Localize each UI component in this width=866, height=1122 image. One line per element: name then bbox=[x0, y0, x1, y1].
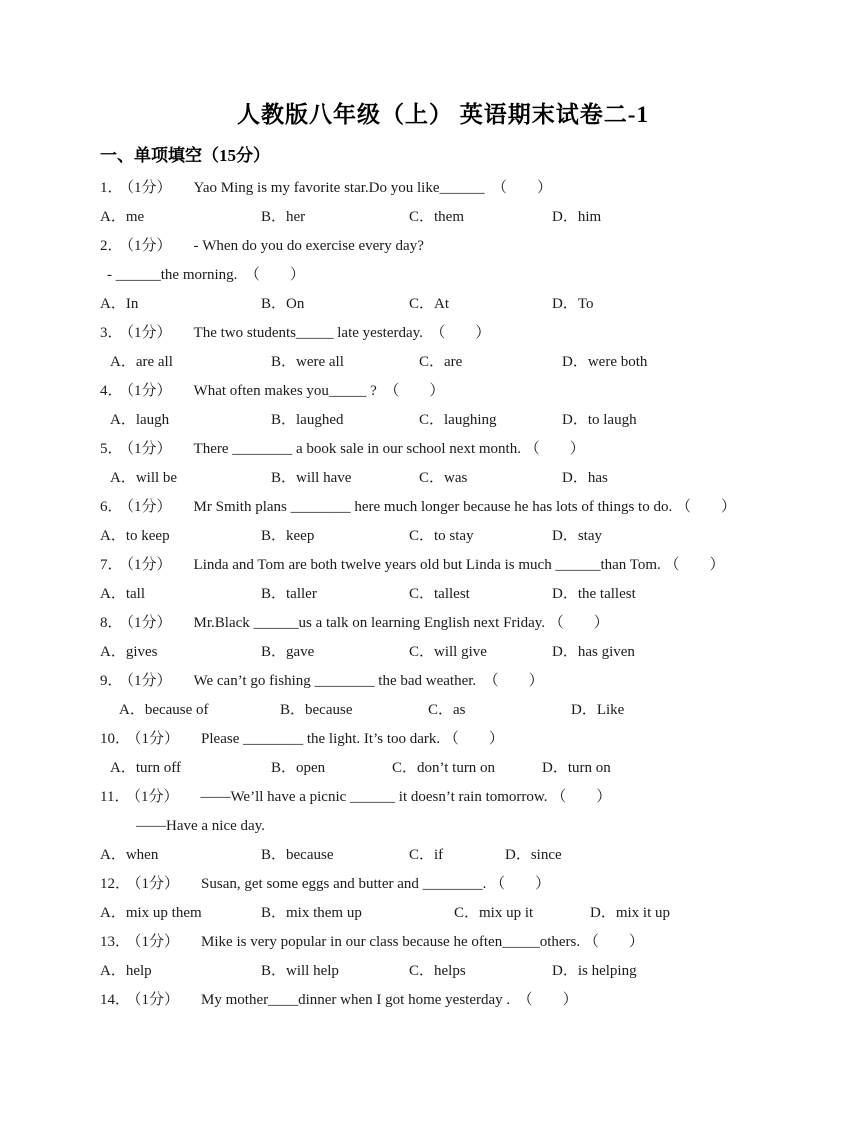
answer-option: B．laughed bbox=[271, 412, 344, 428]
answer-option: B．On bbox=[261, 296, 305, 312]
options-row bbox=[100, 464, 816, 493]
question-score: （1分） bbox=[126, 180, 172, 196]
question-score: （1分） bbox=[126, 383, 172, 399]
answer-option: C．if bbox=[409, 847, 444, 863]
answer-option: B．mix them up bbox=[261, 905, 362, 921]
answer-option: B．will have bbox=[271, 470, 352, 486]
question-stem bbox=[100, 783, 816, 812]
question bbox=[100, 667, 816, 725]
question-stem bbox=[100, 493, 816, 522]
question bbox=[100, 377, 816, 435]
answer-option: C．don’t turn on bbox=[392, 760, 496, 776]
question-score: （1分） bbox=[126, 238, 172, 254]
options-row bbox=[100, 203, 816, 232]
answer-option: B．will help bbox=[261, 963, 339, 979]
answer-option: C．At bbox=[409, 296, 450, 312]
answer-option: C．to stay bbox=[409, 528, 474, 544]
question-stem bbox=[100, 232, 816, 261]
answer-option: A．when bbox=[100, 847, 159, 863]
question-number: 5． bbox=[100, 441, 123, 457]
page-title: 人教版八年级（上） 英语期末试卷二-1 bbox=[237, 102, 649, 127]
question-text: - When do you do exercise every day? bbox=[193, 238, 424, 254]
answer-option: A．tall bbox=[100, 586, 145, 602]
answer-option: B．because bbox=[280, 702, 353, 718]
answer-option: B．her bbox=[261, 209, 306, 225]
question bbox=[100, 319, 816, 377]
question-number: 10． bbox=[100, 731, 131, 747]
questions-list bbox=[100, 174, 816, 1015]
answer-option: C．are bbox=[419, 354, 463, 370]
question-stem bbox=[100, 551, 816, 580]
answer-option: A．to keep bbox=[100, 528, 170, 544]
question-score: （1分） bbox=[126, 441, 172, 457]
question-stem bbox=[100, 174, 816, 203]
question-text: ——We’ll have a picnic ______ it doesn’t rain tomorrow. （ ） bbox=[200, 789, 612, 805]
question-stem bbox=[100, 377, 816, 406]
question-number: 7． bbox=[100, 557, 123, 573]
answer-option: C．them bbox=[409, 209, 464, 225]
question-number: 3． bbox=[100, 325, 123, 341]
answer-option: D．stay bbox=[552, 528, 602, 544]
question-text: Linda and Tom are both twelve years old but Linda is much ______than Tom. （ ） bbox=[193, 557, 725, 573]
question-score: （1分） bbox=[126, 615, 172, 631]
answer-option: A．help bbox=[100, 963, 152, 979]
question-number: 1． bbox=[100, 180, 123, 196]
question-score: （1分） bbox=[134, 876, 180, 892]
question-score: （1分） bbox=[126, 673, 172, 689]
options-row bbox=[100, 522, 816, 551]
question bbox=[100, 783, 816, 870]
answer-option: D．since bbox=[505, 847, 562, 863]
answer-option: A．are all bbox=[110, 354, 173, 370]
question-stem bbox=[100, 667, 816, 696]
answer-option: B．open bbox=[271, 760, 326, 776]
question-text: Mr Smith plans ________ here much longer because he has lots of things to do. （ ） bbox=[193, 499, 736, 515]
question bbox=[100, 725, 816, 783]
options-row bbox=[100, 841, 816, 870]
question-score: （1分） bbox=[134, 731, 180, 747]
question bbox=[100, 986, 816, 1015]
question bbox=[100, 551, 816, 609]
answer-option: A．turn off bbox=[110, 760, 181, 776]
question-number: 8． bbox=[100, 615, 123, 631]
question-text: Susan, get some eggs and butter and ________. （ ） bbox=[201, 876, 551, 892]
question-text: We can’t go fishing ________ the bad weather. （ ） bbox=[193, 673, 544, 689]
answer-option: B．taller bbox=[261, 586, 317, 602]
answer-option: B．because bbox=[261, 847, 334, 863]
question bbox=[100, 435, 816, 493]
answer-option: C．laughing bbox=[419, 412, 497, 428]
question-stem-continued: - ______the morning. （ ） bbox=[107, 267, 305, 283]
answer-option: B．were all bbox=[271, 354, 344, 370]
question-text: There ________ a book sale in our school next month. （ ） bbox=[193, 441, 585, 457]
question-stem bbox=[100, 870, 816, 899]
options-row bbox=[100, 580, 816, 609]
question-stem bbox=[100, 725, 816, 754]
answer-option: A．because of bbox=[119, 702, 209, 718]
question-number: 12． bbox=[100, 876, 131, 892]
question bbox=[100, 493, 816, 551]
answer-option: C．helps bbox=[409, 963, 466, 979]
question-text: What often makes you_____ ? （ ） bbox=[193, 383, 445, 399]
answer-option: C．as bbox=[428, 702, 466, 718]
answer-option: D．turn on bbox=[542, 760, 611, 776]
options-row bbox=[100, 696, 816, 725]
question-stem bbox=[100, 986, 816, 1015]
options-row bbox=[100, 406, 816, 435]
question-text: My mother____dinner when I got home yesterday . （ ） bbox=[201, 992, 578, 1008]
question-text: Yao Ming is my favorite star.Do you like______ （ ） bbox=[193, 180, 552, 196]
answer-option: D．mix it up bbox=[590, 905, 671, 921]
question-score: （1分） bbox=[126, 499, 172, 515]
answer-option: A．me bbox=[100, 209, 145, 225]
answer-option: D．Like bbox=[571, 702, 625, 718]
answer-option: D．has given bbox=[552, 644, 635, 660]
options-row bbox=[100, 290, 816, 319]
answer-option: A．laugh bbox=[110, 412, 170, 428]
question bbox=[100, 870, 816, 928]
question-score: （1分） bbox=[126, 557, 172, 573]
answer-option: A．gives bbox=[100, 644, 158, 660]
question-number: 13． bbox=[100, 934, 131, 950]
question-stem bbox=[100, 319, 816, 348]
answer-option: A．will be bbox=[110, 470, 178, 486]
answer-option: C．was bbox=[419, 470, 468, 486]
question-number: 14． bbox=[100, 992, 131, 1008]
options-row bbox=[100, 899, 816, 928]
question bbox=[100, 928, 816, 986]
question-stem bbox=[100, 928, 816, 957]
answer-option: D．him bbox=[552, 209, 602, 225]
options-row bbox=[100, 754, 816, 783]
answer-option: C．tallest bbox=[409, 586, 470, 602]
answer-option: D．the tallest bbox=[552, 586, 636, 602]
answer-option: B．gave bbox=[261, 644, 315, 660]
question-score: （1分） bbox=[134, 992, 180, 1008]
options-row bbox=[100, 638, 816, 667]
section-heading: 一、单项填空（15分） bbox=[100, 146, 270, 165]
question-text: Mr.Black ______us a talk on learning English next Friday. （ ） bbox=[193, 615, 609, 631]
question-score: （1分） bbox=[126, 325, 172, 341]
answer-option: D．is helping bbox=[552, 963, 637, 979]
question-text: The two students_____ late yesterday. （ ） bbox=[193, 325, 491, 341]
question-text: Please ________ the light. It’s too dark. （ ） bbox=[201, 731, 504, 747]
answer-option: A．In bbox=[100, 296, 139, 312]
question-number: 9． bbox=[100, 673, 123, 689]
question-number: 4． bbox=[100, 383, 123, 399]
answer-option: D．were both bbox=[562, 354, 648, 370]
question-number: 2． bbox=[100, 238, 123, 254]
question-stem-continued: ——Have a nice day. bbox=[136, 818, 265, 834]
answer-option: B．keep bbox=[261, 528, 315, 544]
question-number: 11． bbox=[100, 789, 130, 805]
answer-option: D．to laugh bbox=[562, 412, 637, 428]
question-number: 6． bbox=[100, 499, 123, 515]
question-text: Mike is very popular in our class because he often_____others. （ ） bbox=[201, 934, 644, 950]
question-stem bbox=[100, 609, 816, 638]
options-row bbox=[100, 957, 816, 986]
question-stem bbox=[100, 435, 816, 464]
question bbox=[100, 174, 816, 232]
answer-option: C．mix up it bbox=[454, 905, 534, 921]
question-score: （1分） bbox=[133, 789, 179, 805]
question-score: （1分） bbox=[134, 934, 180, 950]
answer-option: D．has bbox=[562, 470, 608, 486]
options-row bbox=[100, 348, 816, 377]
question bbox=[100, 232, 816, 319]
answer-option: D．To bbox=[552, 296, 594, 312]
answer-option: A．mix up them bbox=[100, 905, 202, 921]
question bbox=[100, 609, 816, 667]
answer-option: C．will give bbox=[409, 644, 487, 660]
